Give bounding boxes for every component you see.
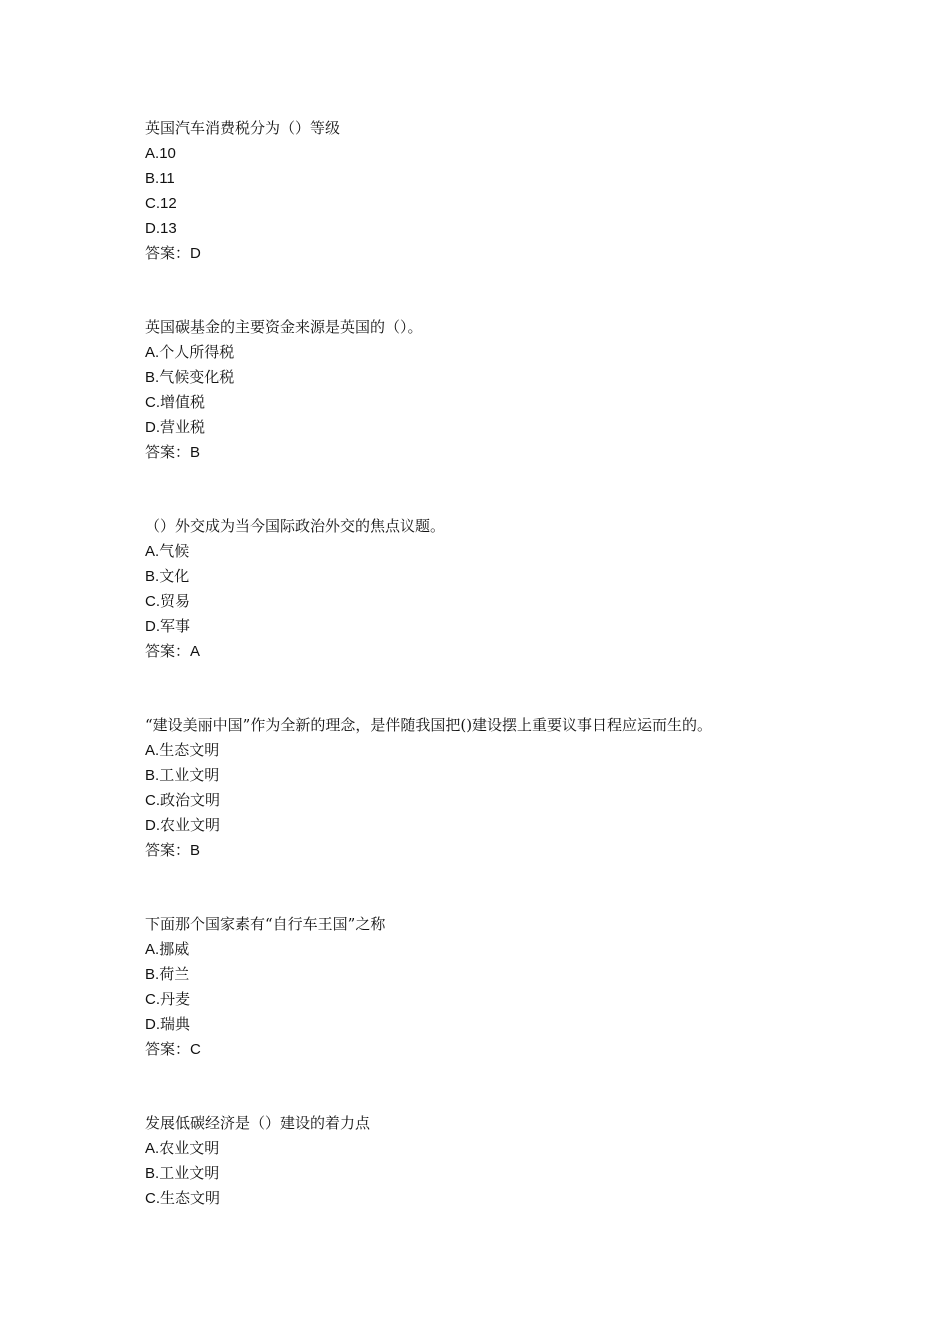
option-b (145, 763, 905, 788)
option-d (145, 813, 905, 838)
option-letter: B. (145, 1165, 160, 1182)
option-letter: A. (145, 145, 160, 162)
answer-value: D (190, 245, 201, 262)
question-block (145, 315, 905, 465)
option-text: 12 (160, 195, 177, 212)
option-text: 军事 (160, 617, 191, 635)
option-letter: C. (145, 593, 160, 610)
option-a (145, 1136, 905, 1161)
answer-line (145, 241, 905, 266)
option-letter: C. (145, 991, 160, 1008)
question-stem: 下面那个国家素有“自行车王国”之称 (145, 915, 386, 933)
option-text: 生态文明 (160, 1189, 221, 1207)
option-text: 贸易 (160, 592, 191, 610)
option-text: 政治文明 (160, 791, 221, 809)
option-text: 10 (159, 145, 176, 162)
answer-line (145, 440, 905, 465)
option-text: 个人所得税 (159, 343, 235, 361)
option-c (145, 1186, 905, 1211)
option-letter: B. (145, 966, 160, 983)
option-b (145, 962, 905, 987)
answer-value: A (190, 643, 201, 660)
option-text: 瑞典 (160, 1015, 191, 1033)
option-text: 挪威 (159, 940, 190, 958)
option-a (145, 937, 905, 962)
answer-value: B (190, 842, 201, 859)
option-letter: A. (145, 543, 160, 560)
option-letter: B. (145, 170, 160, 187)
option-letter: B. (145, 767, 160, 784)
answer-value: C (190, 1041, 201, 1058)
option-text: 11 (159, 170, 175, 187)
option-a (145, 340, 905, 365)
option-a (145, 141, 905, 166)
answer-label: 答案： (145, 244, 191, 262)
option-text: 荷兰 (159, 965, 190, 983)
question-stem: 英国碳基金的主要资金来源是英国的（）。 (145, 318, 423, 336)
option-a (145, 539, 905, 564)
option-text: 文化 (159, 567, 190, 585)
answer-line (145, 838, 905, 863)
option-c (145, 390, 905, 415)
option-c (145, 589, 905, 614)
option-text: 农业文明 (159, 1139, 220, 1157)
question-stem: （）外交成为当今国际政治外交的焦点议题。 (145, 517, 446, 535)
option-b (145, 166, 905, 191)
answer-line (145, 639, 905, 664)
option-text: 工业文明 (159, 766, 220, 784)
option-letter: D. (145, 817, 160, 834)
option-letter: C. (145, 394, 160, 411)
option-letter: D. (145, 419, 160, 436)
option-a (145, 738, 905, 763)
option-text: 生态文明 (159, 741, 220, 759)
option-text: 气候变化税 (159, 368, 235, 386)
option-c (145, 788, 905, 813)
option-text: 农业文明 (160, 816, 221, 834)
question-block (145, 713, 905, 863)
option-c (145, 191, 905, 216)
option-d (145, 216, 905, 241)
question-stem: 英国汽车消费税分为（）等级 (145, 119, 341, 137)
option-letter: C. (145, 792, 160, 809)
option-letter: D. (145, 220, 160, 237)
option-text: 13 (160, 220, 177, 237)
question-stem: 发展低碳经济是（）建设的着力点 (145, 1114, 371, 1132)
answer-label: 答案： (145, 841, 191, 859)
option-b (145, 564, 905, 589)
option-letter: B. (145, 568, 160, 585)
option-letter: A. (145, 742, 160, 759)
option-letter: D. (145, 1016, 160, 1033)
option-text: 增值税 (160, 393, 206, 411)
answer-line (145, 1037, 905, 1062)
answer-value: B (190, 444, 201, 461)
option-letter: C. (145, 1190, 160, 1207)
option-letter: C. (145, 195, 160, 212)
question-block (145, 116, 905, 266)
option-letter: D. (145, 618, 160, 635)
option-text: 营业税 (160, 418, 206, 436)
option-letter: B. (145, 369, 160, 386)
option-text: 工业文明 (159, 1164, 220, 1182)
question-block (145, 1111, 905, 1211)
question-stem: “建设美丽中国”作为全新的理念，是伴随我国把()建设摆上重要议事日程应运而生的。 (145, 716, 713, 734)
answer-label: 答案： (145, 1040, 191, 1058)
option-text: 气候 (159, 542, 190, 560)
option-b (145, 365, 905, 390)
question-block (145, 912, 905, 1062)
answer-label: 答案： (145, 443, 191, 461)
option-c (145, 987, 905, 1012)
option-d (145, 614, 905, 639)
option-b (145, 1161, 905, 1186)
option-d (145, 1012, 905, 1037)
option-letter: A. (145, 344, 160, 361)
option-letter: A. (145, 1140, 160, 1157)
question-block (145, 514, 905, 664)
option-letter: A. (145, 941, 160, 958)
option-text: 丹麦 (160, 990, 191, 1008)
option-d (145, 415, 905, 440)
answer-label: 答案： (145, 642, 191, 660)
